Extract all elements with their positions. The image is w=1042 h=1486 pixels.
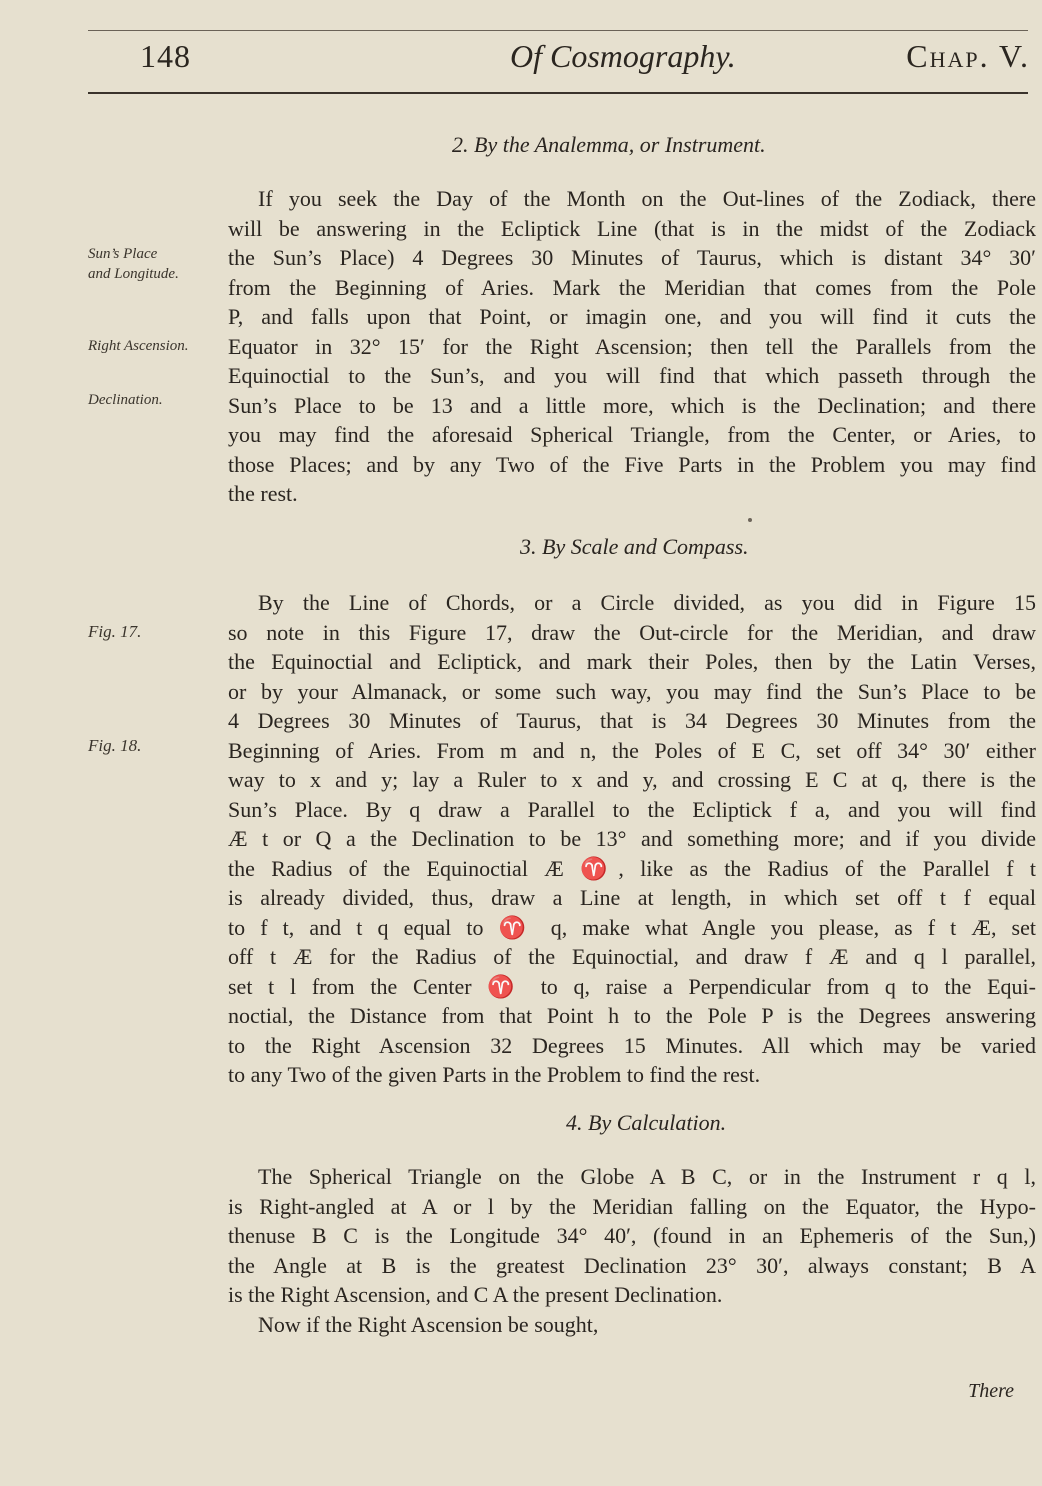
text-line: the Equinoctial and Ecliptick, and mark their Poles, then by the Latin Verses,	[228, 649, 1036, 674]
text-line: Æ t or Q a the Declination to be 13° and something more; and if you divide	[228, 826, 1036, 851]
section-heading-scale-compass: 3. By Scale and Compass.	[520, 534, 749, 559]
text-line: Sun’s Place to be 13 and a little more, which is the Declination; and there	[228, 392, 1036, 418]
paragraph-analemma	[228, 184, 1036, 509]
text-line: the Sun’s Place) 4 Degrees 30 Minutes of Taurus, which is distant 34° 30′	[228, 245, 1036, 270]
text-line: so note in this Figure 17, draw the Out-circle for the Meridian, and draw	[228, 619, 1036, 645]
paragraph-calculation	[228, 1162, 1036, 1339]
text-line: those Places; and by any Two of the Five Parts in the Problem you may find	[228, 451, 1036, 477]
running-title: Of Cosmography.	[510, 38, 736, 74]
text-line: Equinoctial to the Sun’s, and you will find that which passeth through the	[228, 363, 1036, 388]
margin-note-fig17: Fig. 17.	[88, 622, 142, 641]
page-number: 148	[140, 38, 191, 74]
text-line: you may find the aforesaid Spherical Triangle, from the Center, or Aries, to	[228, 422, 1036, 447]
text-line: is the Right Ascension, and C A the present Declination.	[228, 1282, 723, 1307]
text-line: Equator in 32° 15′ for the Right Ascension; then tell the Parallels from the	[228, 333, 1036, 359]
margin-note-declination: Declination.	[88, 392, 163, 408]
margin-note-line: Sun’s Place	[88, 246, 158, 262]
margin-note-fig18: Fig. 18.	[88, 736, 142, 755]
text-line: noctial, the Distance from that Point h to the Pole P is the Degrees answering	[228, 1003, 1036, 1028]
text-line: the Angle at B is the greatest Declination 23° 30′, always constant; B A	[228, 1252, 1036, 1278]
paragraph-scale-compass	[228, 588, 1036, 1090]
chapter-label: Chap. V.	[906, 38, 1030, 74]
section-heading-analemma: 2. By the Analemma, or Instrument.	[452, 132, 766, 157]
ink-speck	[748, 518, 752, 522]
text-line: the rest.	[228, 481, 298, 506]
text-line: is already divided, thus, draw a Line at length, in which set off t f equal	[228, 885, 1036, 910]
text-line: from the Beginning of Aries. Mark the Meridian that comes from the Pole	[228, 274, 1036, 300]
text-line: the Radius of the Equinoctial Æ ♈, like as the Radius of the Parallel f t	[228, 855, 1036, 881]
text-line: to f t, and t q equal to ♈ q, make what Angle you please, as f t Æ, set	[228, 914, 1036, 940]
text-line: Now if the Right Ascension be sought,	[258, 1311, 599, 1337]
text-line: By the Line of Chords, or a Circle divided, as you did in Figure 15	[258, 590, 1036, 615]
text-line: to the Right Ascension 32 Degrees 15 Minutes. All which may be varied	[228, 1032, 1036, 1058]
catchword: There	[968, 1380, 1014, 1402]
text-line: thenuse B C is the Longitude 34° 40′, (found in an Ephemeris of the Sun,)	[228, 1223, 1036, 1248]
text-line: off t Æ for the Radius of the Equinoctial, and draw f Æ and q l parallel,	[228, 944, 1036, 969]
text-line: or by your Almanack, or some such way, you may find the Sun’s Place to be	[228, 678, 1036, 704]
text-line: Beginning of Aries. From m and n, the Poles of E C, set off 34° 30′ either	[228, 737, 1036, 763]
text-line: If you seek the Day of the Month on the Out-lines of the Zodiack, there	[258, 186, 1036, 211]
text-line: P, and falls upon that Point, or imagin one, and you will find it cuts the	[228, 304, 1036, 329]
text-line: way to x and y; lay a Ruler to x and y, and crossing E C at q, there is the	[228, 767, 1036, 792]
margin-note-suns-place	[88, 244, 179, 284]
text-line: to any Two of the given Parts in the Problem to find the rest.	[228, 1062, 761, 1087]
text-line: The Spherical Triangle on the Globe A B C, or in the Instrument r q l,	[258, 1164, 1036, 1189]
section-heading-calculation: 4. By Calculation.	[566, 1110, 727, 1135]
header-top-rule	[88, 30, 1028, 31]
margin-note-right-ascension: Right Ascension.	[88, 338, 189, 354]
text-line: set t l from the Center ♈ to q, raise a Perpendicular from q to the Equi-	[228, 973, 1036, 999]
header-rule	[88, 92, 1028, 94]
text-line: is Right-angled at A or l by the Meridian falling on the Equator, the Hypo-	[228, 1193, 1036, 1219]
margin-note-line: and Longitude.	[88, 266, 179, 282]
text-line: 4 Degrees 30 Minutes of Taurus, that is 34 Degrees 30 Minutes from the	[228, 708, 1036, 733]
text-line: will be answering in the Ecliptick Line (that is in the midst of the Zodiack	[228, 215, 1036, 241]
text-line: Sun’s Place. By q draw a Parallel to the Ecliptick f a, and you will find	[228, 796, 1036, 822]
